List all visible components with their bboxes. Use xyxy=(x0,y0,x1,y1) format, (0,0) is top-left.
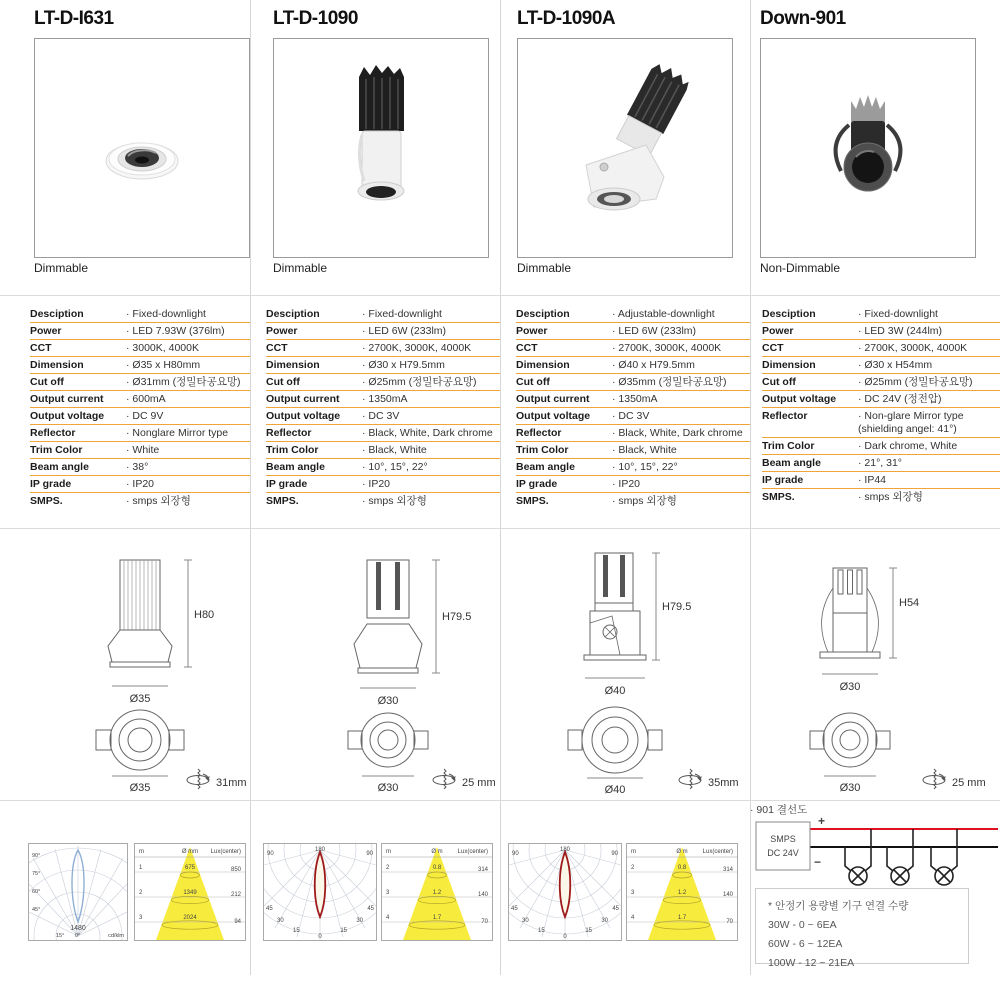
svg-text:45: 45 xyxy=(266,906,273,912)
spec-value: · 2700K, 3000K, 4000K xyxy=(858,342,968,354)
note-line: 60W - 6 ~ 12EA xyxy=(768,938,843,950)
spec-label: Trim Color xyxy=(762,440,815,452)
spec-row xyxy=(30,459,250,476)
spec-label: Beam angle xyxy=(266,461,325,473)
svg-text:60°: 60° xyxy=(32,889,41,895)
svg-text:DC 24V: DC 24V xyxy=(767,848,799,858)
spec-value: · 2700K, 3000K, 4000K xyxy=(612,342,722,354)
spec-value: · smps 외장형 xyxy=(612,495,677,507)
spec-row xyxy=(30,374,250,391)
product-title: Down-901 xyxy=(760,8,846,29)
spec-label: Reflector xyxy=(266,427,312,439)
spec-row xyxy=(266,357,500,374)
wiring-section xyxy=(750,800,1000,989)
svg-text:1: 1 xyxy=(139,865,143,871)
svg-text:90: 90 xyxy=(366,851,373,857)
spec-row xyxy=(516,408,750,425)
spec-value: · 38° xyxy=(126,461,149,473)
svg-text:314: 314 xyxy=(477,867,488,873)
spec-table xyxy=(516,306,750,509)
svg-text:0: 0 xyxy=(563,934,567,940)
spec-label: IP grade xyxy=(266,478,308,490)
svg-text:212: 212 xyxy=(230,892,241,898)
spec-row xyxy=(266,408,500,425)
diameter-top-dim: Ø35 xyxy=(129,782,151,794)
svg-text:2: 2 xyxy=(139,890,143,896)
spec-label: IP grade xyxy=(516,478,558,490)
height-dim: H79.5 xyxy=(442,611,472,623)
svg-text:180: 180 xyxy=(314,847,326,853)
spec-value: · DC 24V (정전압) xyxy=(858,393,942,405)
spec-value: · smps 외장형 xyxy=(858,491,923,503)
spec-value: · 2700K, 3000K, 4000K xyxy=(362,342,472,354)
spec-label: CCT xyxy=(30,342,52,354)
spec-label: Cut off xyxy=(30,376,64,388)
spec-table xyxy=(762,306,1000,505)
spec-row xyxy=(266,476,500,493)
spec-label: Output voltage xyxy=(266,410,341,422)
svg-text:15°: 15° xyxy=(56,933,65,939)
spec-row xyxy=(30,408,250,425)
spec-value: · smps 외장형 xyxy=(126,495,191,507)
spec-row xyxy=(266,323,500,340)
svg-text:15: 15 xyxy=(538,928,545,934)
product-column-1 xyxy=(0,0,250,989)
svg-text:Lux(center): Lux(center) xyxy=(210,849,241,855)
spec-value: · LED 6W (233lm) xyxy=(612,325,697,337)
spec-row xyxy=(30,306,250,323)
spec-value: · Black, White xyxy=(612,444,677,456)
diameter-top-dim: Ø30 xyxy=(377,782,399,794)
spec-row xyxy=(30,391,250,408)
product-title: LT-D-1090 xyxy=(273,8,358,29)
spec-value: · Ø30 x H54mm xyxy=(858,359,933,371)
spec-value: · LED 7.93W (376lm) xyxy=(126,325,225,337)
spec-row xyxy=(30,340,250,357)
spec-row xyxy=(516,425,750,442)
product-photo-box xyxy=(517,38,733,258)
spec-row xyxy=(516,323,750,340)
spec-row xyxy=(30,493,250,509)
product-column-2 xyxy=(250,0,500,989)
svg-text:90: 90 xyxy=(267,851,274,857)
spec-value: · 1350mA xyxy=(362,393,408,405)
svg-text:3: 3 xyxy=(139,915,143,921)
smps-box xyxy=(756,822,810,870)
photometry-section xyxy=(250,800,500,989)
spec-label: Dimension xyxy=(762,359,816,371)
spec-label: Trim Color xyxy=(516,444,569,456)
product-photo-box xyxy=(34,38,250,258)
spec-row xyxy=(266,493,500,509)
svg-text:45: 45 xyxy=(612,906,619,912)
dimmable-label: Dimmable xyxy=(517,261,572,275)
cutout-size: 35mm xyxy=(708,777,739,789)
spec-row xyxy=(30,442,250,459)
spec-row xyxy=(516,374,750,391)
svg-text:850: 850 xyxy=(230,867,241,873)
spec-row xyxy=(266,391,500,408)
polar-diagram xyxy=(263,843,377,941)
svg-text:4: 4 xyxy=(631,915,635,921)
spec-value: · Ø30 x H79.5mm xyxy=(362,359,445,371)
spec-row xyxy=(266,459,500,476)
spec-row xyxy=(516,340,750,357)
svg-text:30: 30 xyxy=(522,918,529,924)
note-title: * 안정기 용량별 기구 연결 수량 xyxy=(768,900,909,912)
spec-row xyxy=(516,306,750,323)
cutout-size: 25 mm xyxy=(462,777,496,789)
spec-label: Dimension xyxy=(30,359,84,371)
dimension-drawing xyxy=(500,528,750,800)
svg-text:30: 30 xyxy=(601,918,608,924)
dimmable-label: Dimmable xyxy=(273,261,328,275)
dimmable-label: Dimmable xyxy=(34,261,89,275)
spec-value: · Ø35 x H80mm xyxy=(126,359,201,371)
spec-row xyxy=(762,323,1000,340)
svg-text:90°: 90° xyxy=(32,853,41,859)
spec-label: Beam angle xyxy=(762,457,821,469)
svg-text:1.7: 1.7 xyxy=(677,915,687,921)
cutout-size: 31mm xyxy=(216,777,247,789)
spec-label: Cut off xyxy=(762,376,796,388)
diameter-side-dim: Ø40 xyxy=(604,685,626,697)
product-photo-box xyxy=(760,38,976,258)
spec-value: · DC 3V xyxy=(362,410,400,422)
svg-text:75°: 75° xyxy=(32,871,41,877)
spec-value: · DC 9V xyxy=(126,410,164,422)
svg-text:2024: 2024 xyxy=(183,915,197,921)
svg-text:314: 314 xyxy=(722,867,733,873)
product-column-3 xyxy=(500,0,750,989)
spec-label: Output voltage xyxy=(30,410,105,422)
spec-label: Desciption xyxy=(516,308,570,320)
svg-text:140: 140 xyxy=(722,892,733,898)
spec-label: Reflector xyxy=(762,410,808,422)
svg-text:m: m xyxy=(139,849,144,855)
beam-curve-red xyxy=(560,852,571,917)
spec-value: · IP44 xyxy=(858,474,887,486)
dimmable-label: Non-Dimmable xyxy=(760,261,841,275)
spec-label: Trim Color xyxy=(266,444,319,456)
cutout-size: 25 mm xyxy=(952,777,986,789)
svg-text:1.2: 1.2 xyxy=(432,890,442,896)
spec-value: · Ø31mm (정밀타공요망) xyxy=(126,376,241,388)
svg-text:cd/klm: cd/klm xyxy=(108,933,124,939)
spec-value: · 21°, 31° xyxy=(858,457,903,469)
spec-value: · 10°, 15°, 22° xyxy=(362,461,428,473)
spec-row xyxy=(762,374,1000,391)
dimension-drawing xyxy=(250,528,500,800)
svg-text:94: 94 xyxy=(234,919,241,925)
diameter-top-dim: Ø40 xyxy=(604,784,626,796)
spec-row xyxy=(762,340,1000,357)
spec-row xyxy=(762,455,1000,472)
spec-label: Output current xyxy=(516,393,590,405)
spec-row xyxy=(762,357,1000,374)
svg-text:45: 45 xyxy=(511,906,518,912)
spec-value: · Adjustable-downlight xyxy=(612,308,715,320)
spec-label: Cut off xyxy=(266,376,300,388)
height-dim: H80 xyxy=(194,609,215,621)
spec-value: · LED 6W (233lm) xyxy=(362,325,447,337)
spec-label: SMPS. xyxy=(516,495,549,507)
spec-value: · Black, White xyxy=(362,444,427,456)
spec-label: Beam angle xyxy=(30,461,89,473)
spec-value: · 10°, 15°, 22° xyxy=(612,461,678,473)
spec-label: Power xyxy=(516,325,548,337)
lamp-symbols xyxy=(845,829,957,885)
svg-text:0°: 0° xyxy=(75,933,81,939)
svg-text:Ø mm: Ø mm xyxy=(181,849,199,855)
spec-value: · Non-glare Mirror type xyxy=(858,410,964,422)
photometry-section xyxy=(500,800,750,989)
spec-row xyxy=(762,489,1000,505)
spec-row xyxy=(762,472,1000,489)
spec-value: · Dark chrome, White xyxy=(858,440,958,452)
svg-text:140: 140 xyxy=(477,892,488,898)
spec-value: · Fixed-downlight xyxy=(126,308,206,320)
spec-value: · IP20 xyxy=(126,478,155,490)
product-photo xyxy=(35,39,249,257)
beam-curve-red xyxy=(315,852,326,917)
spec-label: Desciption xyxy=(266,308,320,320)
photometry-section xyxy=(0,800,250,989)
spec-value: · Ø35mm (정밀타공요망) xyxy=(612,376,727,388)
polar-diagram xyxy=(28,843,128,941)
spec-label: IP grade xyxy=(762,474,804,486)
cone-diagram xyxy=(626,843,738,941)
peak-intensity: 1480 xyxy=(70,925,86,932)
svg-text:2: 2 xyxy=(386,865,390,871)
spec-table xyxy=(30,306,250,509)
svg-text:Lux(center): Lux(center) xyxy=(702,849,733,855)
svg-text:4: 4 xyxy=(386,915,390,921)
spec-row xyxy=(30,476,250,493)
product-column-4 xyxy=(750,0,1000,989)
spec-row xyxy=(516,493,750,509)
svg-text:1.2: 1.2 xyxy=(677,890,687,896)
spec-row xyxy=(266,374,500,391)
spec-label: CCT xyxy=(266,342,288,354)
spec-label: SMPS. xyxy=(30,495,63,507)
svg-text:70: 70 xyxy=(481,919,488,925)
spec-row xyxy=(266,425,500,442)
svg-text:Ø m: Ø m xyxy=(676,849,688,855)
spec-label: IP grade xyxy=(30,478,72,490)
svg-text:0: 0 xyxy=(318,934,322,940)
spec-label: Reflector xyxy=(30,427,76,439)
svg-text:m: m xyxy=(631,849,636,855)
polar-diagram xyxy=(508,843,622,941)
spec-label: Desciption xyxy=(30,308,84,320)
spec-label: Cut off xyxy=(516,376,550,388)
diameter-side-dim: Ø35 xyxy=(129,693,151,705)
svg-text:15: 15 xyxy=(585,928,592,934)
spec-label: Output current xyxy=(30,393,104,405)
spec-row xyxy=(516,391,750,408)
diameter-top-dim: Ø30 xyxy=(839,782,861,794)
spec-label: Power xyxy=(266,325,298,337)
product-photo xyxy=(761,39,975,257)
spec-value: · Nonglare Mirror type xyxy=(126,427,229,439)
spec-row xyxy=(516,357,750,374)
spec-row xyxy=(516,459,750,476)
dimension-drawing xyxy=(750,528,1000,800)
svg-text:180: 180 xyxy=(559,847,571,853)
spec-value: · LED 3W (244lm) xyxy=(858,325,943,337)
product-title: LT-D-1090A xyxy=(517,8,616,29)
svg-text:−: − xyxy=(814,855,822,869)
spec-label: Desciption xyxy=(762,308,816,320)
spec-row xyxy=(266,340,500,357)
svg-text:90: 90 xyxy=(512,851,519,857)
spec-row xyxy=(30,357,250,374)
spec-label: Trim Color xyxy=(30,444,83,456)
spec-table xyxy=(266,306,500,509)
spec-value: · 1350mA xyxy=(612,393,658,405)
svg-text:30: 30 xyxy=(356,918,363,924)
height-dim: H54 xyxy=(899,597,920,609)
svg-text:+: + xyxy=(818,814,826,828)
spec-value: · Fixed-downlight xyxy=(362,308,442,320)
note-line: 30W - 0 ~ 6EA xyxy=(768,919,837,931)
svg-text:30: 30 xyxy=(277,918,284,924)
spec-row xyxy=(762,438,1000,455)
product-photo xyxy=(518,39,732,257)
svg-text:15: 15 xyxy=(293,928,300,934)
spec-value: · IP20 xyxy=(362,478,391,490)
svg-text:675: 675 xyxy=(184,865,196,871)
diameter-side-dim: Ø30 xyxy=(377,695,399,707)
spec-label: Dimension xyxy=(266,359,320,371)
diameter-side-dim: Ø30 xyxy=(839,681,861,693)
spec-value: · Black, White, Dark chrome xyxy=(612,427,743,439)
svg-text:45°: 45° xyxy=(32,907,41,913)
svg-text:Ø m: Ø m xyxy=(431,849,443,855)
svg-text:0.8: 0.8 xyxy=(677,865,687,871)
svg-text:m: m xyxy=(386,849,391,855)
product-photo-box xyxy=(273,38,489,258)
spec-label: CCT xyxy=(762,342,784,354)
spec-label: Dimension xyxy=(516,359,570,371)
wiring-diagram-label: · 901 결선도 xyxy=(750,804,808,816)
svg-text:45: 45 xyxy=(367,906,374,912)
svg-text:15: 15 xyxy=(340,928,347,934)
spec-value: · DC 3V xyxy=(612,410,650,422)
spec-row xyxy=(516,442,750,459)
svg-text:1.7: 1.7 xyxy=(432,915,442,921)
spec-label: SMPS. xyxy=(266,495,299,507)
svg-text:3: 3 xyxy=(386,890,390,896)
svg-text:1349: 1349 xyxy=(183,890,197,896)
cone-diagram xyxy=(381,843,493,941)
spec-label: Power xyxy=(30,325,62,337)
spec-row xyxy=(30,323,250,340)
spec-value-line2: (shielding angel: 41°) xyxy=(858,423,957,435)
spec-label: Beam angle xyxy=(516,461,575,473)
svg-text:70: 70 xyxy=(726,919,733,925)
spec-value: · 600mA xyxy=(126,393,166,405)
svg-text:3: 3 xyxy=(631,890,635,896)
height-dim: H79.5 xyxy=(662,601,692,613)
svg-text:90: 90 xyxy=(611,851,618,857)
spec-label: Output voltage xyxy=(516,410,591,422)
spec-row xyxy=(516,476,750,493)
spec-value: · Fixed-downlight xyxy=(858,308,938,320)
ballast-capacity-note xyxy=(755,888,969,969)
svg-text:Lux(center): Lux(center) xyxy=(457,849,488,855)
dimension-drawing xyxy=(0,528,250,800)
product-title: LT-D-I631 xyxy=(34,8,114,29)
spec-label: Output voltage xyxy=(762,393,837,405)
spec-value: · Ø25mm (정밀타공요망) xyxy=(362,376,477,388)
spec-row xyxy=(266,306,500,323)
spec-row xyxy=(266,442,500,459)
spec-value: · smps 외장형 xyxy=(362,495,427,507)
svg-text:SMPS: SMPS xyxy=(770,834,796,844)
spec-row xyxy=(762,391,1000,408)
spec-value: · Black, White, Dark chrome xyxy=(362,427,493,439)
svg-text:2: 2 xyxy=(631,865,635,871)
spec-value: · IP20 xyxy=(612,478,641,490)
spec-label: CCT xyxy=(516,342,538,354)
note-line: 100W - 12 ~ 21EA xyxy=(768,957,855,969)
spec-value: · White xyxy=(126,444,160,456)
spec-row xyxy=(762,408,1000,438)
spec-label: Reflector xyxy=(516,427,562,439)
spec-value: · Ø40 x H79.5mm xyxy=(612,359,695,371)
spec-value: · Ø25mm (정밀타공요망) xyxy=(858,376,973,388)
wiring-diagram xyxy=(750,814,1000,894)
product-photo xyxy=(274,39,488,257)
spec-row xyxy=(30,425,250,442)
spec-label: Output current xyxy=(266,393,340,405)
spec-value: · 3000K, 4000K xyxy=(126,342,199,354)
spec-label: SMPS. xyxy=(762,491,795,503)
cone-diagram xyxy=(134,843,246,941)
spec-label: Power xyxy=(762,325,794,337)
spec-row xyxy=(762,306,1000,323)
svg-text:0.8: 0.8 xyxy=(432,865,442,871)
